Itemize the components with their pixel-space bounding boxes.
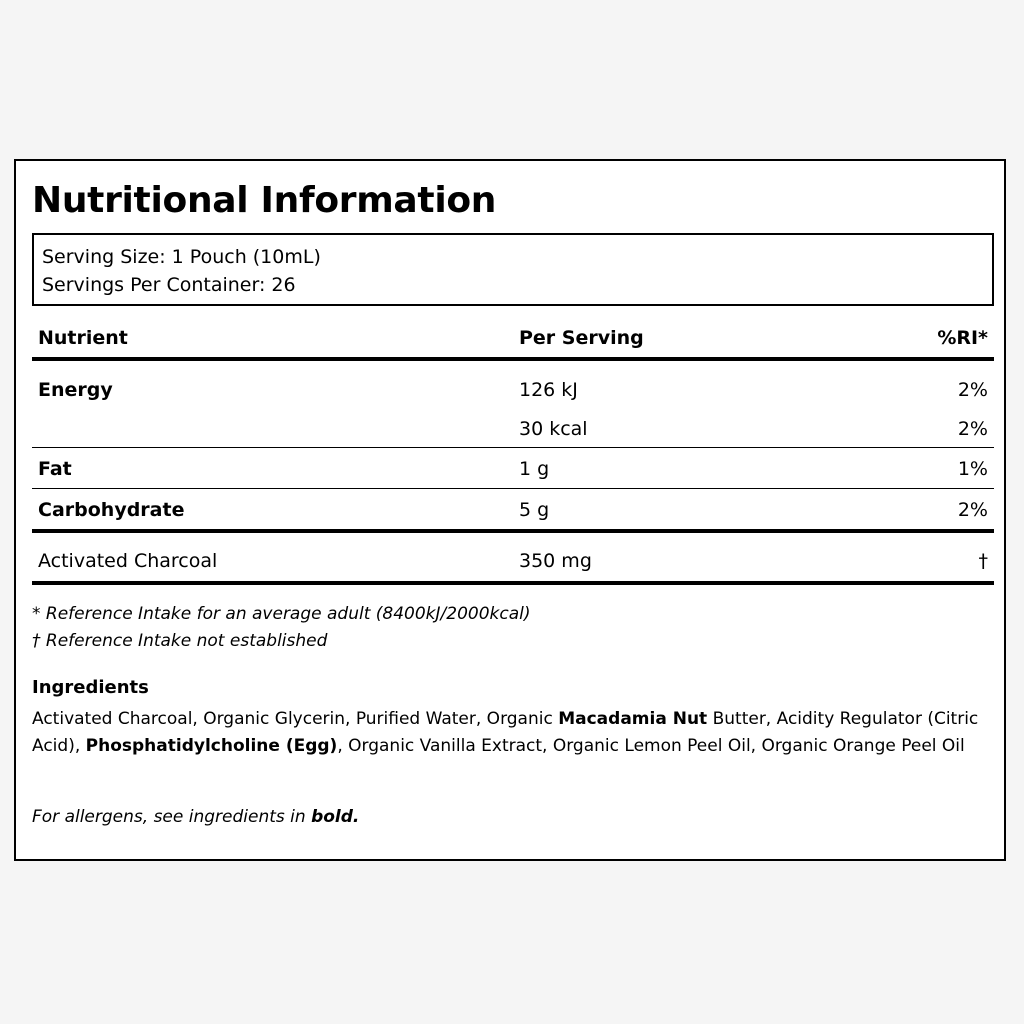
row-divider xyxy=(32,488,994,489)
row-divider xyxy=(32,447,994,448)
section-thick-rule xyxy=(32,529,994,533)
footnotes xyxy=(32,601,531,655)
servings-per-container: Servings Per Container: 26 xyxy=(42,274,296,296)
nutrient-name: Fat xyxy=(38,458,72,480)
allergen-macadamia: Macadamia Nut xyxy=(558,709,708,729)
serving-info-box xyxy=(32,233,994,306)
allergen-note-prefix: For allergens, see ingredients in xyxy=(32,807,312,827)
nutrient-ri: 2% xyxy=(957,499,988,521)
nutrient-ri: † xyxy=(978,550,988,572)
label-title: Nutritional Information xyxy=(32,180,497,221)
nutrient-name: Carbohydrate xyxy=(38,499,185,521)
header-per-serving: Per Serving xyxy=(519,327,644,349)
dagger-footnote: † Reference Intake not established xyxy=(32,631,328,651)
allergen-note-bold: bold. xyxy=(311,807,360,827)
ingredients-text-part: Activated Charcoal, Organic Glycerin, Purified Water, Organic xyxy=(32,709,559,729)
ingredients-list xyxy=(32,706,987,760)
ingredients-heading: Ingredients xyxy=(32,677,149,698)
nutrient-name: Energy xyxy=(38,379,113,401)
nutrient-amount: 1 g xyxy=(519,458,550,480)
header-ri: %RI* xyxy=(937,327,988,349)
nutrient-amount: 30 kcal xyxy=(519,418,588,440)
ingredients-text-part: , Organic Vanilla Extract, Organic Lemon Peel Oil, Organic Orange Peel Oil xyxy=(337,736,965,756)
nutrient-amount: 126 kJ xyxy=(519,379,578,401)
nutrient-ri: 2% xyxy=(957,379,988,401)
nutrient-amount: 5 g xyxy=(519,499,550,521)
nutrient-name: Activated Charcoal xyxy=(38,550,218,572)
allergen-note xyxy=(32,804,359,831)
ri-footnote: * Reference Intake for an average adult (8400kJ/2000kcal) xyxy=(32,604,531,624)
nutrient-amount: 350 mg xyxy=(519,550,592,572)
nutrition-label xyxy=(14,159,1006,861)
allergen-egg: Phosphatidylcholine (Egg) xyxy=(85,736,338,756)
nutrient-ri: 2% xyxy=(957,418,988,440)
table-bottom-rule xyxy=(32,581,994,585)
serving-size: Serving Size: 1 Pouch (10mL) xyxy=(42,246,321,268)
nutrient-ri: 1% xyxy=(957,458,988,480)
header-nutrient: Nutrient xyxy=(38,327,128,349)
ingredients-text-part: Butter, Acidity Regulator (Citric Acid), xyxy=(32,709,979,756)
header-thick-rule xyxy=(32,357,994,361)
